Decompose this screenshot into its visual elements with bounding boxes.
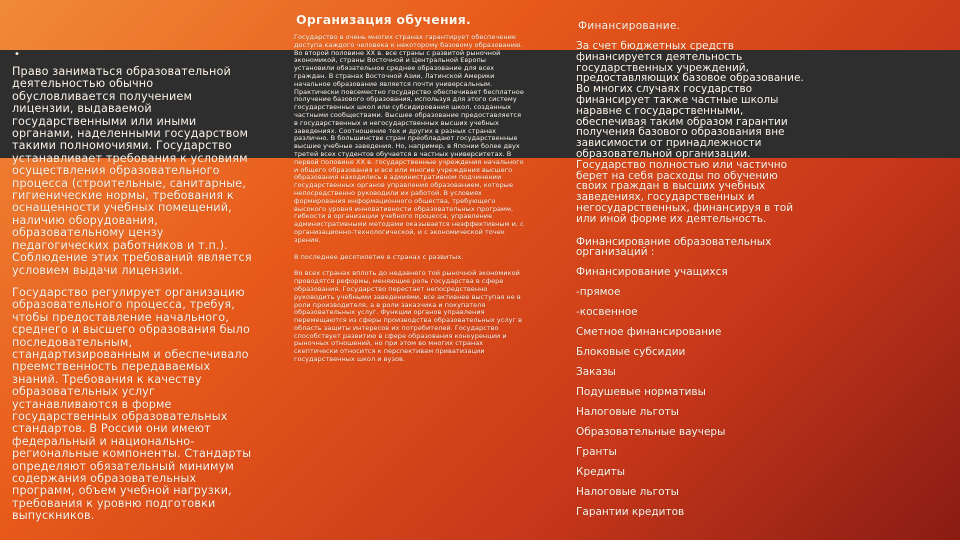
list-item: Заказы (576, 366, 616, 379)
access-paragraph: Государство в очень многих странах гарантирует обеспечение доступа каждого человека к некоторому базовому образованию. Во второй половине XX в. все страны с развитой рыночной экономикой, страны Восточной и Центральной Европы установили обязательное среднее образование для всех граждан. В странах Восточной Азии, Латинской Америки начальное образование является почти универсальным. Практически повсеместно государство обеспечивает бесплатное получение базового образования, используя для этого систему государственных школ или субсидирования школ, созданных частными сообществами. Высшее образование предоставляется в государственных и негосударственных высших учебных заведениях. Соотношение тех и других в разных странах различно. В большинстве стран преобладают государственные высшие учебные заведения. Но, например, в Японии более двух третей всех студентов обучается в частных университетах. В первой половине XX в. государственные учреждения начального и общего образования и все или многие учреждения высшего образования находились в административном подчинении государственных органов управления образованием, которые непосредственно руководили их работой. В условиях формирования информационного общества, требующего высокого уровня инновативности образовательных программ, гибкости в организации учебного процесса, управление административными методами оказывается неэффективным и, с организационно-технологической, и с экономической точек зрения. (294, 33, 524, 244)
left-column (12, 49, 252, 533)
list-item: Подушевые нормативы (576, 386, 706, 399)
list-item: -косвенное (576, 306, 638, 319)
financing-paragraph: За счет бюджетных средств финансируется деятельность государственных учреждений, предоставляющих базовое образование. Во многих случаях государство финансирует также частные школы наравне с государственными, обеспечивая таким образом гарантии получения базового образования вне зависимости от принадлежности образовательной организации. Государство полностью или частично берет на себя расходы по обучению своих граждан в высших учебных заведениях, государственных и негосударственных, финансируя в той или иной форме их деятельность. (576, 40, 804, 225)
slide-title: Организация обучения. (296, 12, 471, 27)
right-column (576, 41, 806, 527)
list-item: Сметное финансирование (576, 326, 722, 339)
list-item: Налоговые льготы (576, 485, 679, 498)
list-item: Налоговые льготы (576, 406, 679, 419)
licensing-paragraph: Право заниматься образовательной деятельностью обычно обусловливается получением лицензии, выдаваемой государственными или иными органами, наделенными государством такими полномочиями. Государство устанавливает требования к условиям осуществления образовательного процесса (строительные, санитарные, гигиенические нормы, требования к оснащенности учебных помещений, наличию оборудования, образовательному цензу педагогических работников и т.п.). Соблюдение этих требований является условием выдачи лицензии. (12, 65, 252, 277)
list-item: Кредиты (576, 465, 626, 478)
financing-heading: Финансирование. (578, 20, 681, 32)
middle-column (294, 34, 524, 373)
list-item: Гарантии кредитов (576, 505, 685, 518)
list-item: Гранты (576, 445, 617, 458)
financing-list (576, 237, 806, 518)
list-item: Финансирование учащихся (576, 266, 728, 279)
list-item: Блоковые субсидии (576, 346, 686, 359)
standards-paragraph: Государство регулирует организацию образовательного процесса, требуя, чтобы предоставление начального, среднего и высшего образования было последовательным, стандартизированным и обеспечивало преемственность передаваемых знаний. Требования к качеству образовательных услуг устанавливаются в форме государственных образовательных стандартов. В России они имеют федеральный и национально-региональные компоненты. Стандарты определяют обязательный минимум содержания образовательных программ, объем учебной нагрузки, требования к уровню подготовки выпускников. (12, 285, 252, 523)
reforms-paragraph: Во всех странах вплоть до недавнего той рыночной экономикой проводятся реформы, меняющие роль государства в сфере образования. Государство перестает непосредственно руководить учебными заведениями, все активнее выступая не в роли производителя, а в роли заказчика и покупателя образовательных услуг. Функции органов управления перемещаются из сферы производства образовательных услуг в область защиты интересов их потребителей. Государство способствует развитию в сфере образования конкуренции и рыночных отношений, но при этом во многих странах скептически относится к перспективам приватизации государственных школ и вузов. (294, 269, 523, 364)
bullet-marker: • (14, 49, 21, 60)
list-item: Образовательные ваучеры (576, 426, 726, 438)
list-item: Финансирование образовательных организаций : (576, 235, 772, 259)
list-item: -прямое (576, 286, 621, 299)
recent-decade-paragraph: В последнее десятилетие в странах с развитых. (294, 252, 464, 261)
